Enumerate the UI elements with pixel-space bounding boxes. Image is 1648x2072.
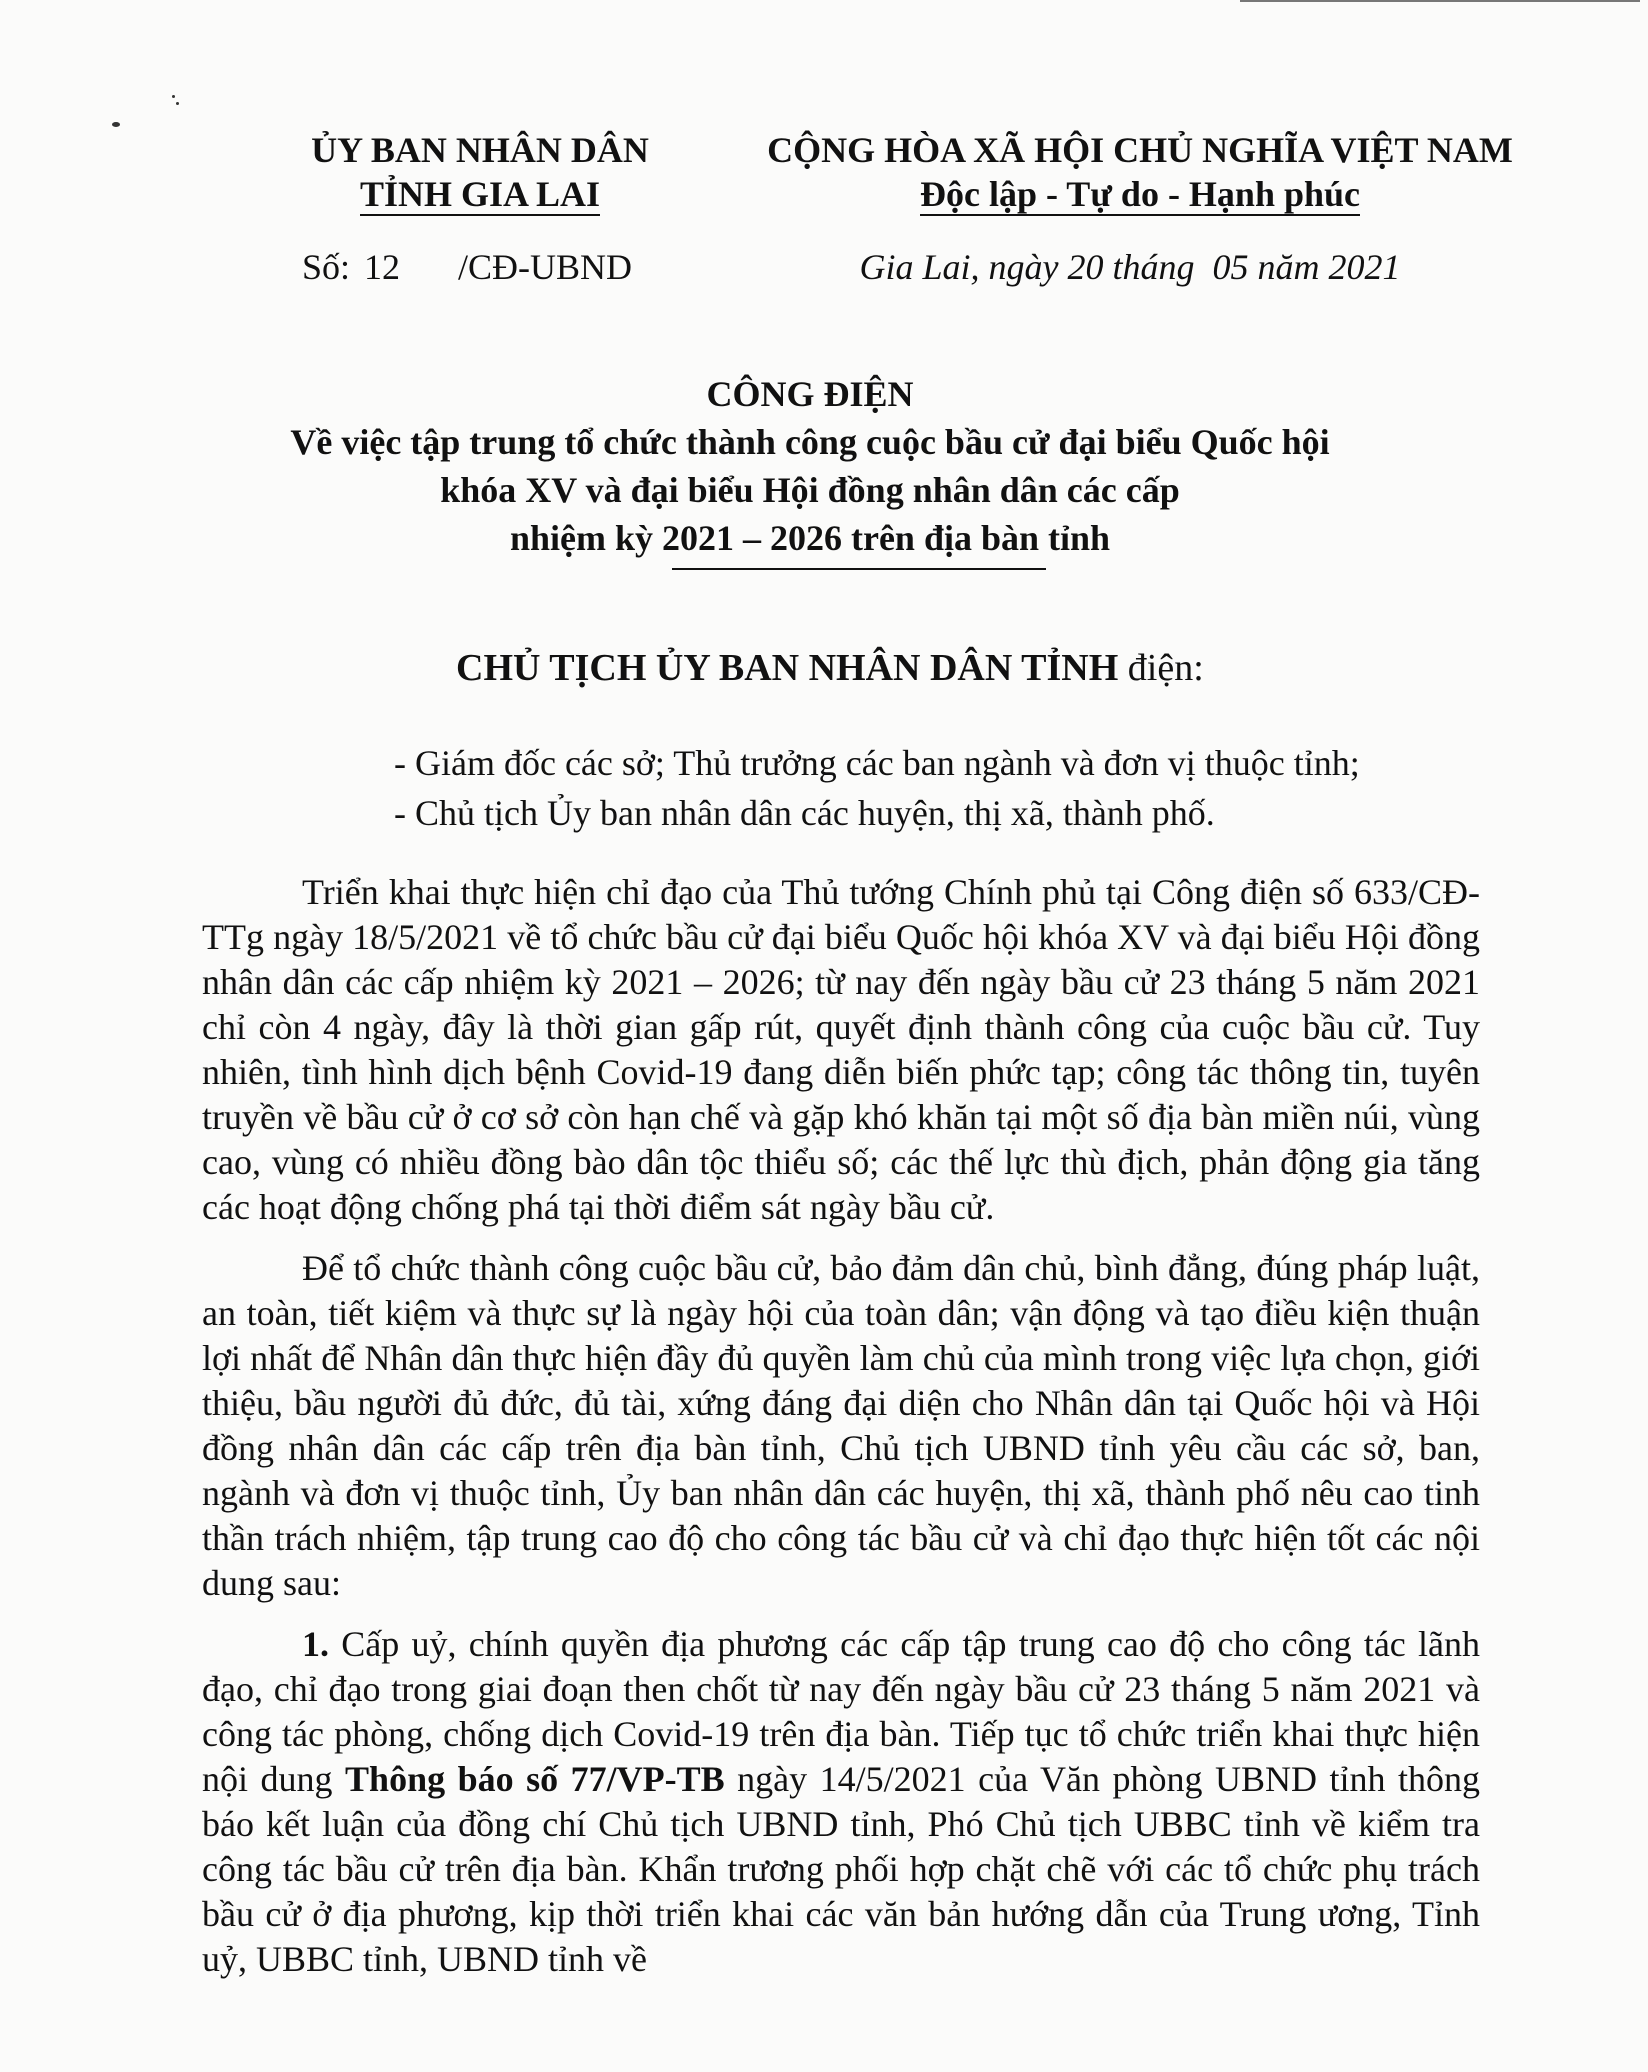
place-date: Gia Lai, ngày 20 tháng 05 năm 2021 <box>859 247 1401 287</box>
body-paragraph-1: Triển khai thực hiện chỉ đạo của Thủ tướng Chính phủ tại Công điện số 633/CĐ-TTg ngày 18/5/2021 về tổ chức bầu cử đại biểu Quốc hội khóa XV và đại biểu Hội đồng nhân dân các cấp nhiệm kỳ 2021 – 2026; từ nay đến ngày bầu cử 23 tháng 5 năm 2021 chỉ còn 4 ngày, đây là thời gian gấp rút, quyết định thành công của cuộc bầu cử. Tuy nhiên, tình hình dịch bệnh Covid-19 đang diễn biến phức tạp; công tác thông tin, tuyên truyền về bầu cử ở cơ sở còn hạn chế và gặp khó khăn tại một số địa bàn miền núi, vùng cao, vùng có nhiều đồng bào dân tộc thiểu số; các thế lực thù địch, phản động gia tăng các hoạt động chống phá tại thời điểm sát ngày bầu cử. <box>202 872 1480 1227</box>
scan-speck <box>176 102 179 105</box>
paragraph-text: ngày 14/5/2021 của Văn phòng UBND tỉnh thông báo kết luận của đồng chí Chủ tịch UBND tỉnh, Phó Chủ tịch UBBC tỉnh về kiểm tra công tác bầu cử trên địa bàn. Khẩn trương phối hợp chặt chẽ với các tổ chức phụ trách bầu cử ở địa phương, kịp thời triển khai các văn bản hướng dẫn của Trung ương, Tỉnh uỷ, UBBC tỉnh, UBND tỉnh về <box>202 1759 1481 1979</box>
scan-speck <box>172 95 175 98</box>
sender-line <box>456 646 1204 690</box>
recipient-item: - Chủ tịch Ủy ban nhân dân các huyện, thị xã, thành phố. <box>394 793 1215 833</box>
number-label: Số: <box>302 247 351 287</box>
nation-name: CỘNG HÒA XÃ HỘI CHỦ NGHĨA VIỆT NAM <box>767 130 1513 170</box>
item-number: 1. <box>302 1624 329 1664</box>
paragraph-text: Cấp uỷ, chính quyền địa phương các cấp tập trung cao độ cho công tác lãnh đạo, chỉ đạo trong giai đoạn then chốt từ nay đến ngày bầu cử 23 tháng 5 năm 2021 và công tác phòng, chống dịch Covid-19 trên địa bàn. Tiếp tục tổ chức triển khai thực hiện nội dung <box>202 1624 1480 1799</box>
number-symbol: /CĐ-UBND <box>458 247 633 287</box>
document-title <box>140 370 1480 562</box>
sender-title: CHỦ TỊCH ỦY BAN NHÂN DÂN TỈNH <box>456 647 1119 689</box>
sender-verb: điện: <box>1118 647 1204 689</box>
document-type: CÔNG ĐIỆN <box>706 374 914 414</box>
subject-line3: nhiệm kỳ 2021 – 2026 trên địa bàn tỉnh <box>509 518 1111 558</box>
scan-speck <box>112 122 120 127</box>
agency-line2: TỈNH GIA LAI <box>359 174 601 214</box>
recipient-item: - Giám đốc các sở; Thủ trưởng các ban ngành và đơn vị thuộc tỉnh; <box>394 743 1360 783</box>
subject-line1: Về việc tập trung tổ chức thành công cuộc bầu cử đại biểu Quốc hội <box>290 422 1330 462</box>
document-number <box>302 246 632 288</box>
number-value: 12 <box>364 247 401 287</box>
scan-edge <box>1240 0 1640 2</box>
nation-motto: Độc lập - Tự do - Hạnh phúc <box>919 174 1361 214</box>
title-underline <box>672 568 1046 570</box>
agency-line1: ỦY BAN NHÂN DÂN <box>311 130 649 170</box>
recipients-list <box>394 738 1360 838</box>
body-paragraph-2: Để tổ chức thành công cuộc bầu cử, bảo đảm dân chủ, bình đẳng, đúng pháp luật, an toàn, tiết kiệm và thực sự là ngày hội của toàn dân; vận động và tạo điều kiện thuận lợi nhất để Nhân dân thực hiện đầy đủ quyền làm chủ của mình trong việc lựa chọn, giới thiệu, bầu người đủ đức, đủ tài, xứng đáng đại diện cho Nhân dân tại Quốc hội và Hội đồng nhân dân các cấp trên địa bàn tỉnh, Chủ tịch UBND tỉnh yêu cầu các sở, ban, ngành và đơn vị thuộc tỉnh, Ủy ban nhân dân các huyện, thị xã, thành phố nêu cao tinh thần trách nhiệm, tập trung cao độ cho công tác bầu cử và chỉ đạo thực hiện tốt các nội dung sau: <box>202 1248 1480 1603</box>
subject-line2: khóa XV và đại biểu Hội đồng nhân dân các cấp <box>440 470 1180 510</box>
issuing-agency <box>280 128 680 216</box>
document-body <box>202 870 1480 1998</box>
body-paragraph-3 <box>202 1622 1480 1982</box>
national-header <box>700 128 1580 216</box>
referenced-document: Thông báo số 77/VP-TB <box>345 1759 725 1799</box>
